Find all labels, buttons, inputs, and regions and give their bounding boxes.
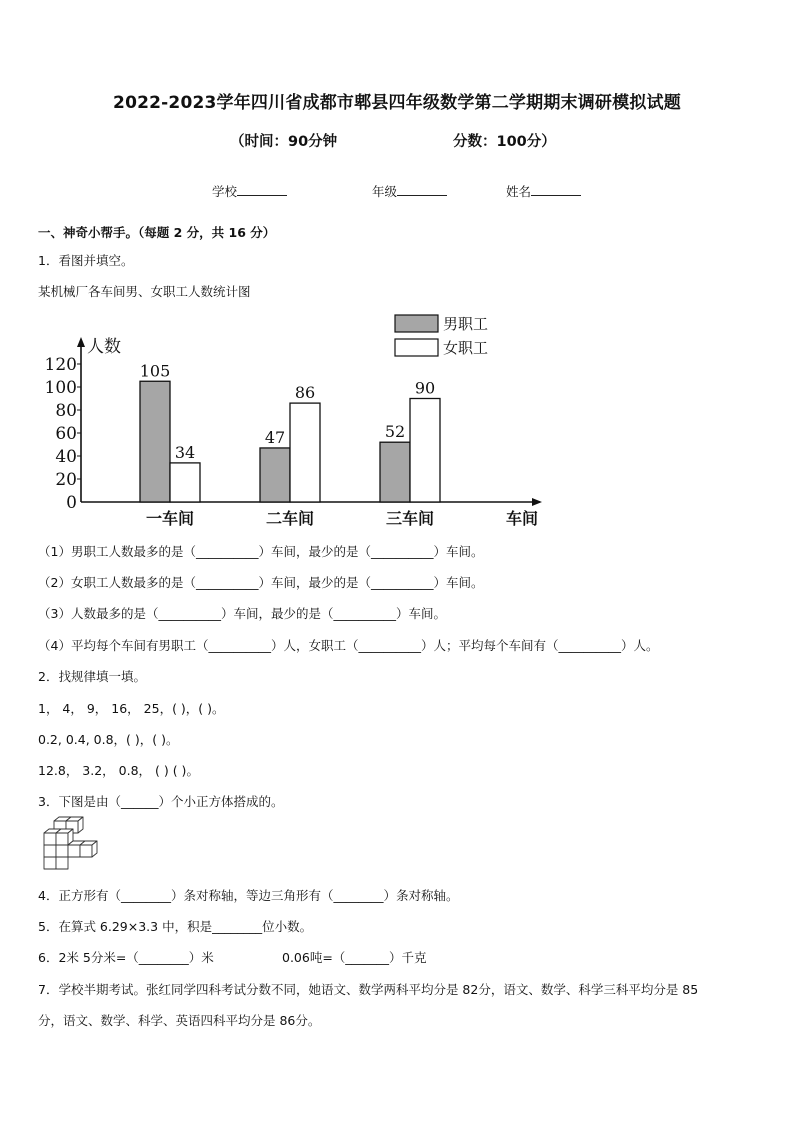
legend-label: 男职工 [443, 315, 489, 333]
bar-value-label: 34 [174, 442, 196, 462]
name-label: 姓名 [506, 184, 532, 199]
name-field [506, 182, 581, 200]
y-axis-title: 人数 [87, 337, 121, 357]
school-blank[interactable] [237, 183, 287, 196]
time-limit: （时间：90分钟 [230, 134, 338, 150]
q4-text: 4．正方形有（________）条对称轴，等边三角形有（________）条对称轴。 [38, 888, 459, 903]
bar-male [140, 381, 170, 502]
y-tick-label: 100 [44, 378, 77, 398]
q1-part1: （1）男职工人数最多的是（__________）车间，最少的是（__________）车间。 [38, 544, 484, 559]
bar-value-label: 86 [294, 383, 316, 403]
q2-sequence-b: 0.2, 0.4, 0.8，( )，( )。 [38, 732, 179, 747]
bar-value-label: 47 [264, 427, 286, 447]
q3-text: 3．下图是由（______）个小正方体搭成的。 [38, 794, 284, 809]
y-tick-label: 60 [55, 424, 77, 444]
grade-label: 年级 [372, 184, 398, 199]
total-score: 分数：100分） [453, 134, 556, 150]
x-tick-label: 二车间 [265, 509, 315, 528]
q7-line1: 7．学校半期考试。张红同学四科考试分数不同，她语文、数学两科平均分是 82分，语文、数学、科学三科平均分是 85 [38, 982, 699, 997]
bar-value-label: 105 [139, 361, 171, 381]
bar-chart [40, 306, 600, 531]
q6-length: 6．2米 5分米=（________）米 [38, 950, 214, 965]
x-axis-title: 车间 [505, 509, 539, 528]
bar-female [170, 463, 200, 502]
q5-text: 5．在算式 6.29×3.3 中，积是________位小数。 [38, 919, 313, 934]
legend-swatch [395, 315, 438, 332]
school-label: 学校 [212, 184, 238, 199]
y-tick-label: 40 [55, 447, 77, 467]
school-field [212, 182, 287, 200]
x-axis-arrow [532, 498, 542, 506]
y-tick-label: 20 [55, 470, 77, 490]
q7-line2: 分，语文、数学、科学、英语四科平均分是 86分。 [38, 1013, 321, 1028]
bar-female [290, 403, 320, 502]
grade-field [372, 182, 447, 200]
bar-value-label: 90 [414, 378, 436, 398]
q6-weight: 0.06吨=（_______）千克 [282, 950, 427, 965]
exam-title: 2022-2023学年四川省成都市郫县四年级数学第二学期期末调研模拟试题 [113, 93, 681, 113]
legend-swatch [395, 339, 438, 356]
bar-male [260, 448, 290, 502]
legend-label: 女职工 [443, 339, 489, 357]
q1-title: 1．看图并填空。 [38, 253, 134, 268]
grade-blank[interactable] [397, 183, 447, 196]
y-tick-label: 120 [44, 355, 77, 375]
q1-part4: （4）平均每个车间有男职工（__________）人，女职工（__________）人；平均每个车间有（__________）人。 [38, 638, 659, 653]
y-tick-label: 0 [66, 493, 77, 513]
q1-part3: （3）人数最多的是（__________）车间，最少的是（__________）车间。 [38, 606, 446, 621]
q1-part2: （2）女职工人数最多的是（__________）车间，最少的是（__________）车间。 [38, 575, 484, 590]
y-tick-label: 80 [55, 401, 77, 421]
bar-value-label: 52 [384, 422, 406, 442]
cube-stack-figure [40, 815, 112, 875]
q2-title: 2．找规律填一填。 [38, 669, 146, 684]
name-blank[interactable] [531, 183, 581, 196]
chart-caption: 某机械厂各车间男、女职工人数统计图 [38, 284, 251, 299]
section-heading: 一、神奇小帮手。（每题 2 分，共 16 分） [38, 225, 276, 240]
q2-sequence-a: 1， 4， 9， 16， 25，( )，( )。 [38, 701, 225, 716]
bar-male [380, 442, 410, 502]
y-axis-arrow [77, 337, 85, 347]
q2-sequence-c: 12.8， 3.2， 0.8， ( ) ( )。 [38, 763, 199, 778]
x-tick-label: 三车间 [385, 509, 435, 528]
x-tick-label: 一车间 [145, 509, 195, 528]
bar-female [410, 399, 440, 503]
